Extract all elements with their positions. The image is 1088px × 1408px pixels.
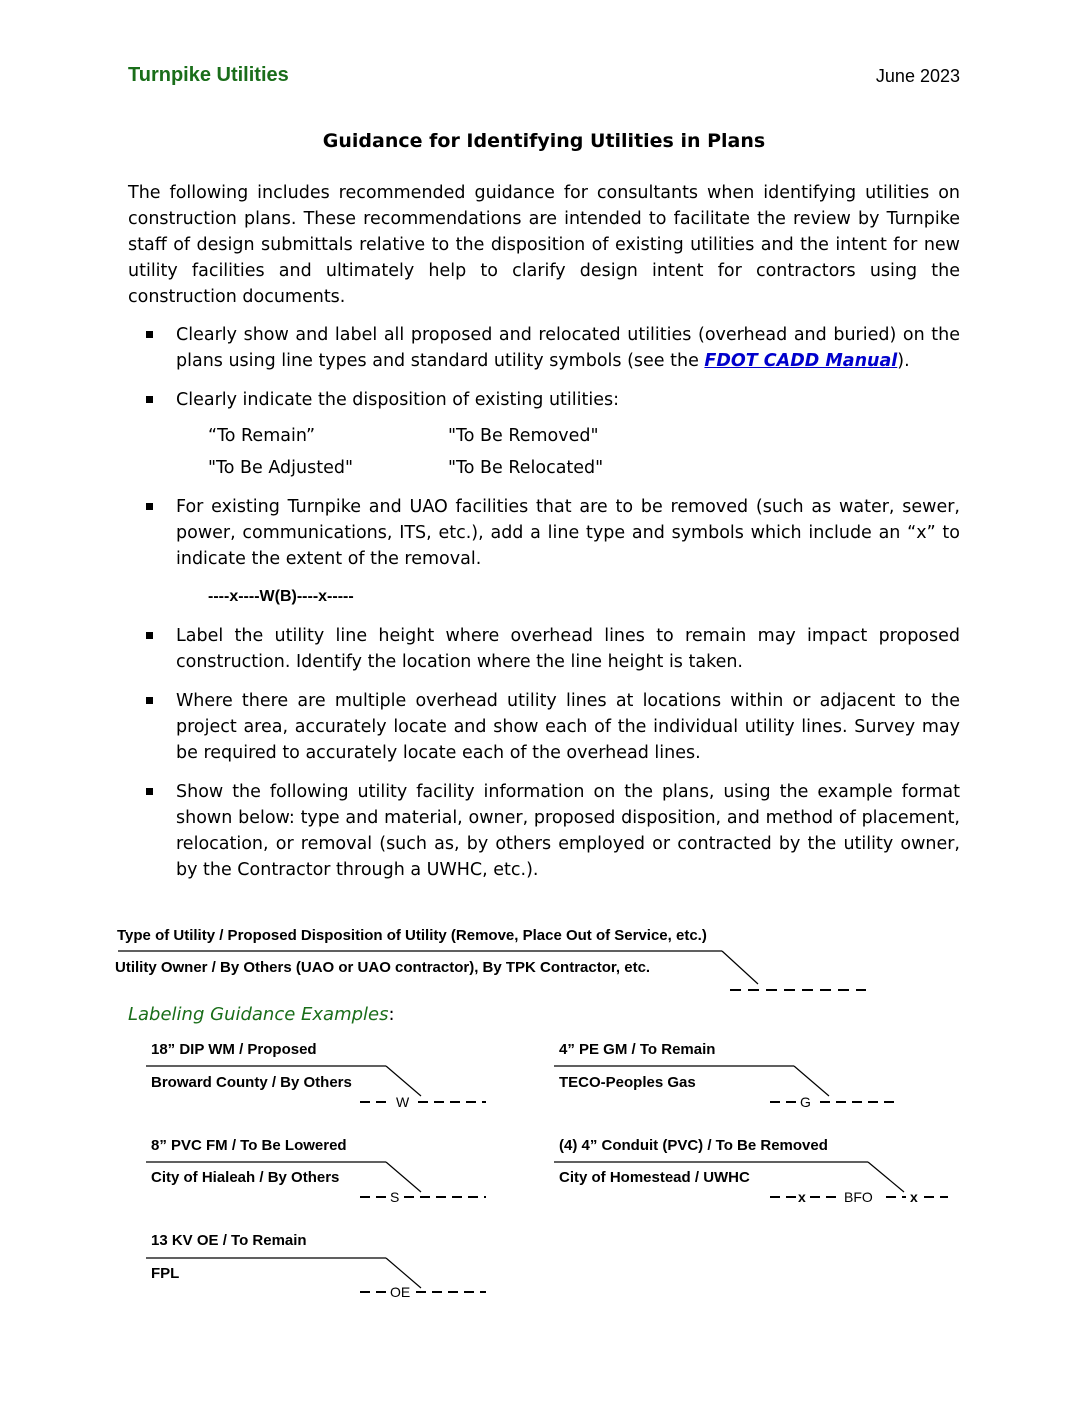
bullet-2-text: Clearly indicate the disposition of existing utilities:	[176, 390, 620, 410]
example-3-bottom: City of Hialeah / By Others	[151, 1169, 340, 1186]
example-4-graphic	[554, 1156, 954, 1212]
example-2-graphic	[554, 1060, 904, 1116]
example-2-top: 4” PE GM / To Remain	[559, 1041, 716, 1058]
bullet-6-text: Show the following utility facility information on the plans, using the example format shown below: type and material, owner, proposed disposition, and method of placement, relocation, or removal (such as, by others employed or contracted by the utility owner, by the Contractor through a UWHC, etc.).	[176, 782, 960, 880]
example-4-x-mark-left: x	[798, 1189, 806, 1205]
bullet-3-text: For existing Turnpike and UAO facilities that are to be removed (such as water, sewer, power, communications, ITS, etc.), add a line type and symbols which include an “x” to indicate the extent of the removal.	[176, 497, 960, 569]
page-title: Guidance for Identifying Utilities in Plans	[322, 130, 766, 152]
examples-heading-text: Labeling Guidance Examples	[128, 1004, 389, 1025]
bullet-square-icon	[146, 697, 153, 704]
example-1-bottom: Broward County / By Others	[151, 1074, 352, 1091]
intro-paragraph: The following includes recommended guidance for consultants when identifying utilities on construction plans. These recommendations are intended to facilitate the review by Turnpike staff of design submittals relative to the disposition of existing utilities and the intent for new utility facilities and ultimately help to clarify design intent for contractors using the construction documents.	[128, 183, 960, 307]
removal-line-sample: ----x----W(B)----x-----	[208, 588, 354, 605]
example-2-code: G	[800, 1094, 811, 1110]
disposition-to-be-relocated: "To Be Relocated"	[448, 458, 604, 478]
example-1-code: W	[396, 1094, 410, 1110]
format-leader-diagonal	[722, 951, 758, 984]
bullet-item-1	[128, 322, 960, 374]
disposition-to-be-removed: "To Be Removed"	[448, 426, 599, 446]
bullet-square-icon	[146, 788, 153, 795]
example-5-top: 13 KV OE / To Remain	[151, 1232, 307, 1249]
bullet-1-end: ).	[897, 351, 910, 371]
example-4-top: (4) 4” Conduit (PVC) / To Be Removed	[559, 1137, 828, 1154]
format-line-1: Type of Utility / Proposed Disposition of Utility (Remove, Place Out of Service, etc.)	[117, 927, 707, 944]
disposition-to-remain: “To Remain”	[208, 426, 316, 446]
example-4-bottom: City of Homestead / UWHC	[559, 1169, 750, 1186]
bullet-square-icon	[146, 503, 153, 510]
example-5-graphic	[146, 1252, 496, 1308]
header-date: June 2023	[875, 66, 960, 86]
bullet-1-text: Clearly show and label all proposed and relocated utilities (overhead and buried) on the plans using line types and standard utility symbols (see the	[176, 325, 960, 371]
bullet-item-4	[128, 623, 960, 675]
example-2-bottom: TECO-Peoples Gas	[559, 1074, 696, 1091]
example-5-bottom: FPL	[151, 1265, 180, 1282]
example-4-x-mark-right: x	[910, 1189, 918, 1205]
example-4-code: BFO	[844, 1189, 873, 1205]
bullet-item-2	[128, 387, 960, 481]
example-5-code: OE	[390, 1284, 411, 1300]
format-line-2: Utility Owner / By Others (UAO or UAO contractor), By TPK Contractor, etc.	[115, 959, 651, 976]
examples-heading	[128, 1004, 395, 1025]
disposition-grid	[208, 423, 960, 481]
bullet-4-text: Label the utility line height where overhead lines to remain may impact proposed construction. Identify the location where the line height is taken.	[176, 626, 960, 672]
bullet-item-5	[128, 688, 960, 766]
bullet-item-3	[128, 494, 960, 610]
examples-heading-colon: :	[388, 1004, 395, 1025]
fdot-cadd-manual-link[interactable]: FDOT CADD Manual	[704, 351, 898, 371]
guidance-list	[128, 322, 960, 896]
header-brand: Turnpike Utilities	[128, 64, 289, 86]
example-3-top: 8” PVC FM / To Be Lowered	[151, 1137, 347, 1154]
bullet-square-icon	[146, 396, 153, 403]
example-1-top: 18” DIP WM / Proposed	[151, 1041, 317, 1058]
example-3-graphic	[146, 1156, 496, 1212]
bullet-square-icon	[146, 331, 153, 338]
disposition-to-be-adjusted: "To Be Adjusted"	[208, 458, 353, 478]
example-3-code: S	[390, 1189, 400, 1205]
bullet-item-6	[128, 779, 960, 883]
bullet-square-icon	[146, 632, 153, 639]
bullet-5-text: Where there are multiple overhead utility lines at locations within or adjacent to the project area, accurately locate and show each of the individual utility lines. Survey may be required to accurately locate each of the overhead lines.	[176, 691, 960, 763]
example-1-graphic	[146, 1060, 496, 1116]
